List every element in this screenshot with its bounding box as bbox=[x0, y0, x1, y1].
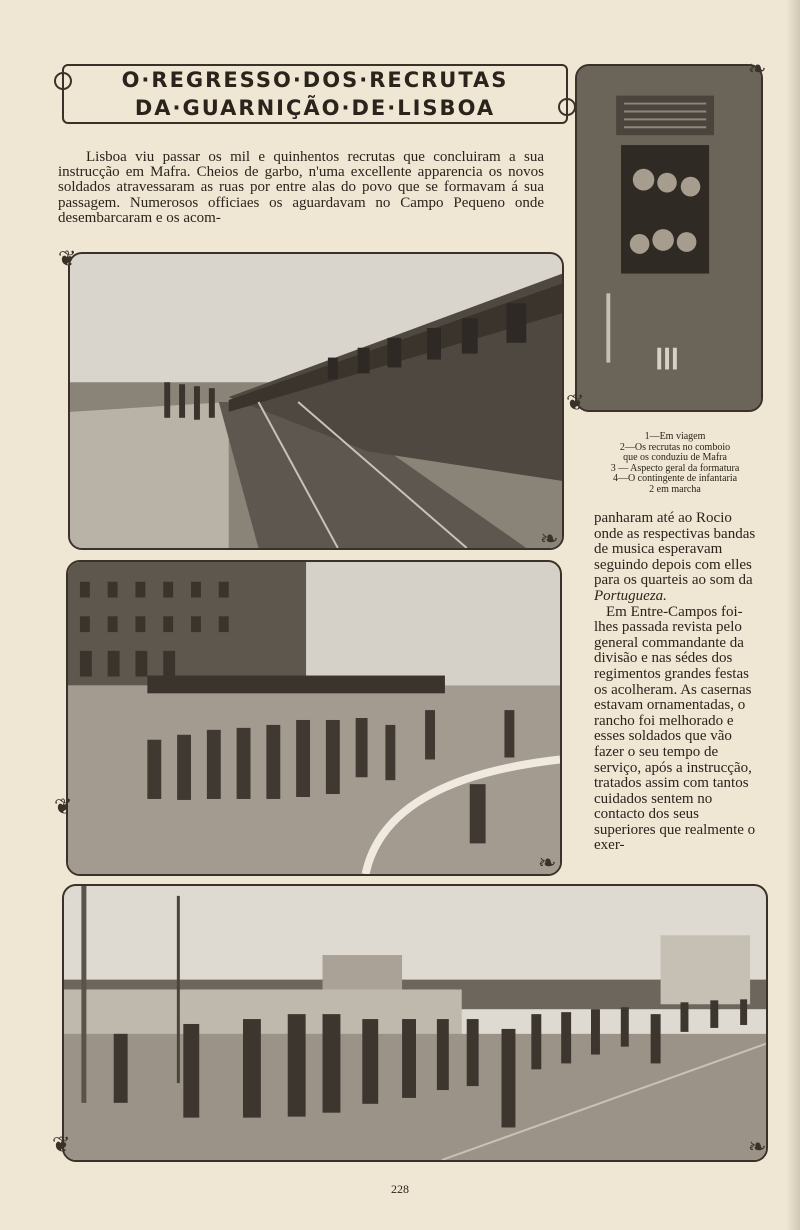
flourish-ornament: ❧ bbox=[540, 526, 559, 551]
intro-paragraph: Lisboa viu passar os mil e quinhentos recrutas que concluiram a sua instrucção em Mafra. Cheios de garbo, n'uma excellente apparencia os novos soldados atravessaram as ruas por entre alas do povo que se formavam á sua passagem. Numerosos officiaes os aguardavam no Campo Pequeno onde desembarcaram e os acom- bbox=[58, 149, 544, 226]
flourish-ornament: ❦ bbox=[54, 794, 73, 819]
column-text-italic: Portugueza. bbox=[594, 587, 667, 604]
photo-train-journey bbox=[68, 252, 564, 550]
flourish-ornament: ❧ bbox=[748, 1134, 767, 1159]
article-title-line-2: DA·GUARNIÇÃO·DE·LISBOA bbox=[134, 96, 496, 120]
page-number: 228 bbox=[391, 1182, 409, 1196]
article-title-line-1: O·REGRESSO·DOS·RECRUTAS bbox=[121, 68, 509, 92]
flourish-ornament: ❧ bbox=[538, 850, 557, 875]
column-paragraph-2: Em Entre-Campos foi-lhes passada revista pelo general commandante da divisão e nas sédes dos regimentos grandes festas os acolheram. As casernas estavam ornamentadas, o rancho foi melhorado e esses soldados que vão fazer o seu tempo de serviço, após a instrucção, tratados assim com tantos cuidados sentem no contacto dos seus superiores que realmente o exer- bbox=[594, 603, 756, 854]
flourish-ornament: ❦ bbox=[566, 390, 585, 415]
right-column-text bbox=[594, 511, 764, 854]
caption-line: 2 em marcha bbox=[649, 483, 701, 495]
article-title-banner bbox=[62, 64, 568, 124]
caption-line: que os conduziu de Mafra bbox=[623, 452, 727, 464]
column-text-part-1: panharam até ao Rocio onde as respectivas bandas de musica esperavam seguindo depois com elles para os quarteis ao som da bbox=[594, 510, 756, 589]
caption-line: 1—Em viagem bbox=[644, 431, 706, 442]
caption-line: 3 — Aspecto geral da formatura bbox=[610, 462, 740, 474]
column-paragraph-1 bbox=[594, 511, 764, 605]
flourish-ornament: ❦ bbox=[52, 1132, 71, 1157]
flourish-ornament: ❧ bbox=[748, 56, 767, 81]
page-spine-shadow bbox=[786, 0, 800, 1230]
photo-captions bbox=[580, 432, 770, 496]
photo-recruits-in-train bbox=[575, 64, 763, 412]
flourish-ornament: ❦ bbox=[58, 246, 77, 271]
photo-infantry-marching bbox=[62, 884, 768, 1162]
photo-formation-overview bbox=[66, 560, 562, 876]
caption-line: 4—O contingente de infantaria bbox=[612, 473, 738, 485]
caption-line: 2—Os recrutas no comboio bbox=[619, 441, 731, 453]
